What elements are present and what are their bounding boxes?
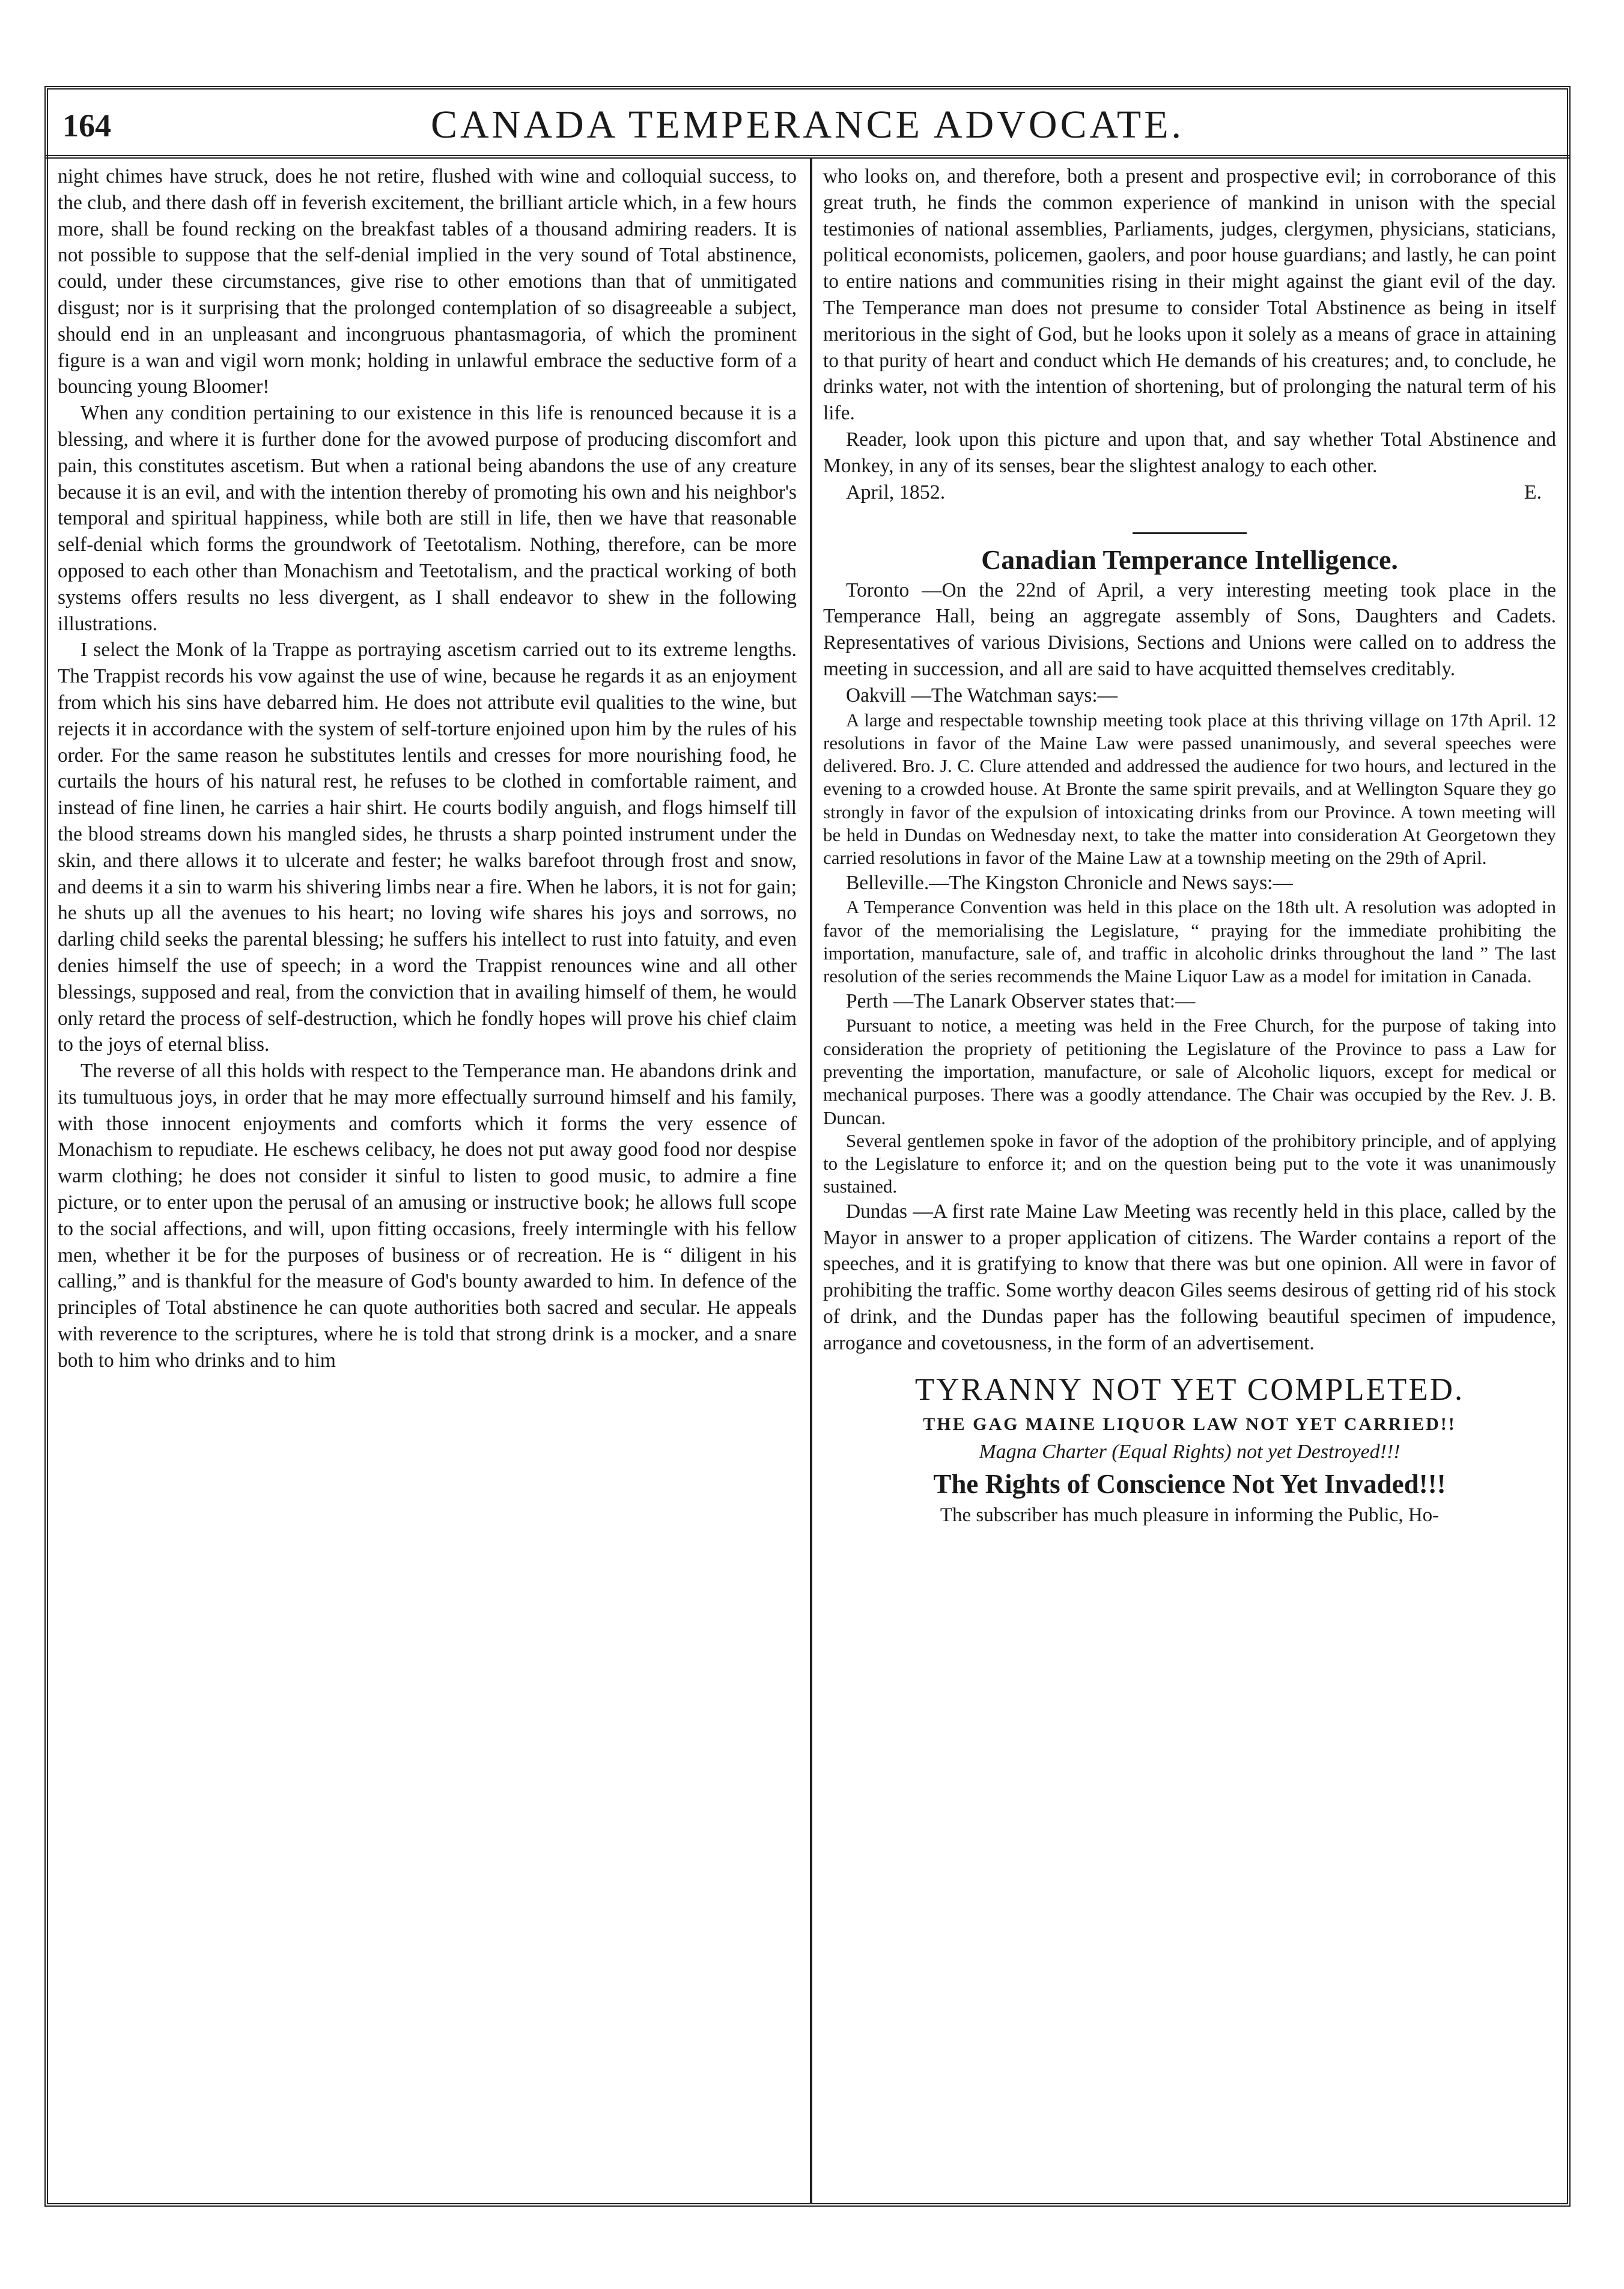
- advert-line: THE GAG MAINE LIQUOR LAW NOT YET CARRIED!!: [923, 1414, 1456, 1434]
- dateline: [823, 479, 1556, 506]
- paragraph: who looks on, and therefore, both a present and prospective evil; in corroborance of this great truth, he finds the common experience of mankind in unison with the special testimonies of national assemblies, Parliaments, judges, clergymen, physicians, staticians, political economists, policemen, gaolers, and poor house guardians; and lastly, he can point to entire nations and communities rising in their might against the giant evil of the day. The Temperance man does not presume to consider Total Abstinence as being in itself meritorious in the sight of God, but he looks upon it solely as a means of grace in attaining to that purity of heart and conduct which He demands of his creatures; and, to conclude, he drinks water, not with the intention of shortening, but of prolonging the natural term of his life.: [823, 165, 1556, 425]
- paragraph: Reader, look upon this picture and upon that, and say whether Total Abstinence and Monkey, in any of its senses, bear the slightest analogy to each other.: [823, 428, 1556, 477]
- section-title: Canadian Temperance Intelligence.: [981, 544, 1398, 575]
- paragraph: When any condition pertaining to our existence in this life is renounced because it is a blessing, and where it is further done for the avowed purpose of producing discomfort and pain, this constitutes ascetism. But when a rational being abandons the use of any creature because it is an evil, and with the intention thereby of promoting his own and his neighbor's temporal and spiritual happiness, while both are still in life, then we have that reasonable self-denial which forms the groundwork of Teetotalism. Nothing, therefore, can be more opposed to each other than Monachism and Teetotalism, and the practical working of both systems offers results no less divergent, as I shall endeavor to shew in the following illustrations.: [58, 402, 797, 635]
- right-column: [823, 163, 1556, 2200]
- report-paragraph: Toronto —On the 22nd of April, a very interesting meeting took place in the Temperance Hall, being an aggregate assembly of Sons, Daughters and Cadets. Representatives of various Divisions, Sections and Unions were called on to address the meeting in succession, and all are said to have acquitted themselves creditably.: [823, 579, 1556, 680]
- column-divider: [810, 159, 812, 2204]
- report-paragraph: Belleville.—The Kingston Chronicle and News says:—: [846, 871, 1293, 894]
- advert-title: TYRANNY NOT YET COMPLETED.: [914, 1372, 1465, 1407]
- report-paragraph: Oakvill —The Watchman says:—: [846, 684, 1118, 707]
- report-paragraph: A large and respectable township meeting took place at this thriving village on 17th April. 12 resolutions in favor of the Maine Law were passed unanimously, and several speeches were delivered. Bro. J. C. Clure attended and addressed the audience for two hours, and lectured in the evening to a crowded house. At Bronte the same spirit prevails, and at Wellington Square they go strongly in favor of the expulsion of intoxicating drinks from our Province. A town meeting will be held in Dundas on Wednesday next, to take the matter into consideration At Georgetown they carried resolutions in favor of the Maine Law at a township meeting on the 29th of April.: [823, 709, 1556, 869]
- page-number: 164: [62, 108, 111, 144]
- report-paragraph: A Temperance Convention was held in this place on the 18th ult. A resolution was adopted in favor of the memorialising the Legislature, “ praying for the immediate prohibiting the importation, manufacture, sale of, and traffic in alcoholic drinks throughout the land ” The last resolution of the series recommends the Maine Liquor Law as a model for imitation in Canada.: [823, 896, 1556, 987]
- article-date: April, 1852.: [846, 481, 946, 503]
- paragraph: The reverse of all this holds with respect to the Temperance man. He abandons drink and its tumultuous joys, in order that he may more effectually surround himself and his family, with those innocent enjoyments and comforts which it forms the very essence of Monachism to repudiate. He eschews celibacy, he does not put away good food nor despise warm clothing; he does not consider it sinful to listen to good music, to admire a fine picture, or to enter upon the perusal of an amusing or instructive book; he allows full scope to the social affections, and will, upon fitting occasions, freely intermingle with his fellow men, whether it be for the purposes of business or of recreation. He is “ diligent in his calling,” and is thankful for the measure of God's bounty awarded to him. In defence of the principles of Total abstinence he can quote authorities both sacred and secular. He appeals with reverence to the scriptures, where he is told that strong drink is a mocker, and a snare both to him who drinks and to him: [58, 1060, 797, 1372]
- page-header: [44, 90, 1571, 150]
- report-paragraph: Pursuant to notice, a meeting was held in the Free Church, for the purpose of taking into consideration the propriety of petitioning the Legislature of the Province to pass a Law for preventing the importation, manufacture, or sale of Alcoholic liquors, except for medical or mechanical purposes. There was a goodly attendance. The Chair was occupied by the Rev. J. B. Duncan.: [823, 1015, 1556, 1128]
- paragraph: I select the Monk of la Trappe as portraying ascetism carried out to its extreme lengths. The Trappist records his vow against the use of wine, because he regards it as an enjoyment from which his sins have debarred him. He does not attribute evil qualities to the wine, but rejects it in accordance with the system of self-torture enjoined upon him by the rules of his order. For the same reason he substitutes lentils and cresses for more nourishing food, he curtails the hours of his natural rest, he refuses to be clothed in comfortable raiment, and instead of fine linen, he carries a hair shirt. He courts bodily anguish, and flogs himself till the blood streams down his mangled sides, he thrusts a sharp pointed instrument under the skin, and there allows it to ulcerate and fester; he walks barefoot through frost and snow, and deems it a sin to warm his shivering limbs near a fire. When he labors, it is not for gain; he shuts up all the avenues to his heart; no loving wife shares his joys and sorrows, no darling child seeks the parental blessing; he suffers his intellect to rust into fatuity, and even denies himself the use of speech; in a word the Trappist renounces wine and all other blessings, supposed and real, from the conviction that in availing himself of them, he would only retard the process of self-destruction, which he fondly hopes will prove his chief claim to the joys of eternal bliss.: [58, 639, 797, 1056]
- paragraph: night chimes have struck, does he not retire, flushed with wine and colloquial success, to the club, and there dash off in feverish excitement, the brilliant article which, in a few hours more, shall be found recking on the breakfast tables of a thousand admiring readers. It is not possible to suppose that the self-denial implied in the very sound of Total abstinence, could, under these circumstances, give rise to other emotions than that of unmitigated disgust; nor is it surprising that the prolonged contemplation of so disagreeable a subject, should end in an unpleasant and incongruous phantasmagoria, of which the prominent figure is a wan and vigil worn monk; holding in unlawful embrace the seductive form of a bouncing young Bloomer!: [58, 165, 797, 398]
- advertisement: [823, 1369, 1556, 1528]
- article-signature: E.: [1524, 481, 1542, 503]
- section-divider: [1133, 532, 1247, 534]
- report-paragraph: Perth —The Lanark Observer states that:—: [846, 989, 1196, 1012]
- advert-line: Magna Charter (Equal Rights) not yet Destroyed!!!: [979, 1440, 1400, 1463]
- reports-list: [823, 577, 1556, 1357]
- report-paragraph: Dundas —A first rate Maine Law Meeting was recently held in this place, called by the Mayor in answer to a proper application of citizens. The Warder contains a report of the speeches, and it is gratifying to know that there was but one opinion. All were in favor of prohibiting the traffic. Some worthy deacon Giles seems desirous of getting rid of his stock of drink, and the Dundas paper has the following beautiful specimen of impudence, arrogance and covetousness, in the form of an advertisement.: [823, 1200, 1556, 1354]
- left-column: [58, 163, 797, 2200]
- advert-headline: The Rights of Conscience Not Yet Invaded!!!: [933, 1468, 1446, 1499]
- running-title: CANADA TEMPERANCE ADVOCATE.: [430, 103, 1185, 147]
- report-paragraph: Several gentlemen spoke in favor of the adoption of the prohibitory principle, and of applying to the Legislature to enforce it; and on the question being put to the vote it was unanimously sustained.: [823, 1129, 1556, 1197]
- header-rule: [44, 155, 1571, 159]
- advert-body: The subscriber has much pleasure in informing the Public, Ho-: [940, 1504, 1440, 1526]
